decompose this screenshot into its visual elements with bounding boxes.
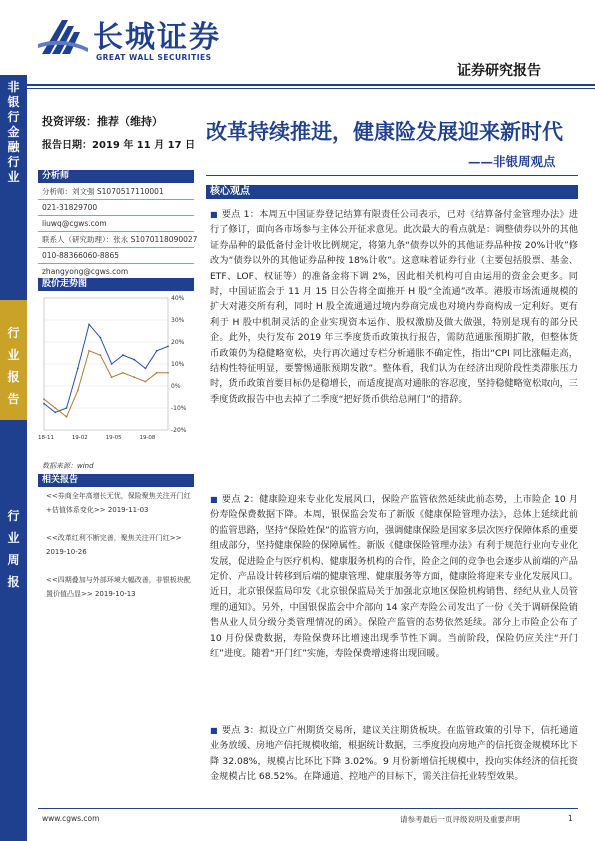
side-label-report-text: 行业报告	[7, 326, 20, 406]
data-point	[43, 398, 45, 400]
data-point	[88, 324, 90, 326]
divider	[38, 215, 194, 216]
data-point	[99, 354, 101, 356]
data-point	[167, 346, 169, 348]
report-subtitle: ——非银周观点	[468, 154, 556, 169]
y-tick-label: 10%	[171, 361, 185, 368]
chart-source: 数据来源：wind	[42, 462, 94, 470]
analyst-line: 010-88366060-8865	[42, 251, 119, 260]
header-rule-thin	[27, 88, 595, 89]
square-bullet-icon: ■	[210, 210, 218, 219]
data-point	[133, 376, 135, 378]
side-label-weekly	[0, 505, 27, 593]
core-point-2	[210, 492, 578, 661]
data-point	[54, 412, 56, 414]
chart-head: 股价走势图	[38, 278, 194, 291]
core-point-1-text: 要点 1：本周五中国证券登记结算有限责任公司表示，已对《结算备付金管理办法》进行了修订，面向各市场参与主体公开征求意见。此次最大的看点就是：调整债券以外的其他证券品种的最低备付金计收比例规定，将第九条“债券以外的其他证券品种按 20%计收”修改为“债券以外的其他证券品种按 18%计收”。这意味着证券行业（主要包括股票、基金、ETF、LOF、权证等）的准备金将下调 2%，因此相关机构可自由运用的资金会更多。同时，中国证监会于 11 月 15 日公告将全面推开 H 股“全流通”改革。港股市场流通规模的扩大对港交所有利，同时 H 股全流通通过境内券商完成也对境内券商构成一定利好。更有利于 H 股中机制灵活的企业实现资本运作、股权激励及做大做强，特别是现有的部分民企。此外，央行发布 2019 年三季度货币政策执行报告，需防范通胀预期扩散，但整体货币政策仍为稳健略宽松，央行再次通过专栏分析通胀不确定性，指出“CPI 同比涨幅走高，结构性特征明显，要警惕通胀预期发散”。整体看，我们认为在经济出现阶段性类滞胀压力时，货币政策首要目标仍是稳增长，而适度提高对通胀的容忍度，坚持稳健略宽松取向，三季度货政报告中也去掉了二季度“把好货币供给总闸门”的措辞。	[210, 209, 579, 405]
square-bullet-icon: ■	[210, 726, 218, 735]
core-point-2-text: 要点 2：健康险迎来专业化发展风口，保险产监管依然延续此前态势，上市险企 10 月份寿险保费数据下降。本周，银保监会发布了新版《健康保险管理办法》，总体上延续此前的监管思路，坚持“保险姓保”的监管方向，强调健康保险是国家多层次医疗保障体系的重要组成部分，坚持健康保险的保障属性。新版《健康保险管理办法》有利于规范行业向专业化发展，促进险企与医疗机构、健康服务机构的合作，险企之间的竞争也会逐步从前端的产品定价、产品设计转移到后端的健康管理、健康服务等方面，健康险将迎来专业化发展风口。近日，北京银保监局印发《北京银保监局关于加强北京地区保险机构销售、经纪从业人员管理的通知》。另外，中国银保监会中介部向 14 家产寿险公司发出了一份《关于调研保险销售从业人员分级分类管理情况的函》。保险产监管的态势依然延续。部分上市险企公布了 10 月份保费数据，寿险保费环比增速出现季节性下调。当前阶段，保险仍应关注“开门红”进度。随着“开门红”实施，寿险保费增速将出现回暖。	[210, 494, 578, 660]
report-title: 改革持续推进，健康险发展迎来新时代	[206, 120, 563, 144]
footer-disclaimer: 请参考最后一页评级说明及重要声明	[400, 815, 520, 824]
investment-rating: 投资评级：推荐（维持）	[42, 115, 163, 128]
analyst-line: 联系人（研究助理）：张永 S1070118090027	[42, 235, 198, 244]
side-label-report	[0, 322, 27, 410]
data-point	[43, 403, 45, 405]
data-point	[111, 363, 113, 365]
y-tick-label: -20%	[171, 427, 187, 434]
x-tick-label: 19-02	[71, 435, 88, 441]
y-tick-label: 20%	[171, 339, 185, 346]
data-point	[156, 372, 158, 374]
core-head: 核心观点	[206, 185, 578, 199]
divider	[38, 199, 194, 200]
side-label-weekly-text: 行业周报	[7, 509, 20, 589]
data-point	[54, 407, 56, 409]
data-point	[167, 372, 169, 374]
y-tick-label: 30%	[171, 317, 185, 324]
doc-type: 证券研究报告	[457, 63, 541, 79]
related-report-link[interactable]: <<券商全年高增长无忧，保险聚焦关注开门红+估值体系变化>> 2019-11-03	[46, 492, 191, 514]
core-point-3-text: 要点 3：拟设立广州期货交易所，建议关注期货板块。在监管政策的引导下，信托通道业务放缓、房地产信托规模收缩，根据统计数据，三季度投向房地产的信托资金规模环比下降 32.08%，规模占比环比下降 3.02%。9 月份新增信托规模中，投向实体经济的信托资金规模占比 68.52%。在降通道、控地产的目标下，需关注信托业转型效果。	[210, 725, 579, 783]
analyst-email[interactable]: zhangyong@cgws.com	[42, 267, 129, 276]
logo-icon	[38, 14, 88, 60]
x-tick-label: 19-05	[105, 435, 122, 441]
y-tick-label: 0%	[171, 383, 181, 390]
footer-url[interactable]: www.cgws.com	[42, 814, 100, 823]
data-point	[122, 354, 124, 356]
analyst-head: 分析师	[38, 170, 194, 183]
square-bullet-icon: ■	[210, 495, 218, 504]
side-label-industry	[0, 80, 27, 185]
series-line	[44, 351, 168, 417]
price-chart	[38, 290, 198, 450]
series-line	[44, 324, 168, 412]
y-tick-label: -10%	[171, 405, 187, 412]
data-point	[156, 350, 158, 352]
data-point	[145, 368, 147, 370]
data-point	[133, 359, 135, 361]
logo-en: GREAT WALL SECURITIES	[96, 53, 212, 62]
title-rule	[206, 175, 578, 176]
logo-cn: 长城证券	[93, 20, 221, 55]
related-report-link[interactable]: <<四期叠加与外部环境大幅改善，非银板块配置价值凸显>> 2019-10-13	[46, 576, 191, 598]
data-point	[111, 376, 113, 378]
side-label-industry-text: 非银行金融行业	[7, 80, 20, 184]
divider	[38, 231, 194, 232]
divider	[38, 263, 194, 264]
core-point-3	[210, 723, 578, 785]
core-point-1	[210, 207, 578, 407]
data-point	[88, 350, 90, 352]
data-point	[122, 372, 124, 374]
footer-rule	[38, 808, 578, 809]
data-point	[66, 407, 68, 409]
data-point	[66, 416, 68, 418]
data-point	[77, 390, 79, 392]
page-number: 1	[568, 814, 573, 823]
analyst-email[interactable]: liuwq@cgws.com	[42, 219, 107, 228]
related-report-link[interactable]: <<改革红利不断完善，聚焦关注开门红>> 2019-10-26	[46, 534, 182, 556]
header-rule	[27, 84, 595, 86]
data-point	[145, 381, 147, 383]
y-tick-label: 40%	[171, 295, 185, 302]
data-point	[77, 368, 79, 370]
divider	[38, 247, 194, 248]
side-strip	[0, 75, 27, 841]
analyst-line: 分析师：刘文强 S1070517110001	[42, 187, 164, 196]
report-date: 报告日期：2019 年 11 月 17 日	[42, 140, 196, 151]
x-tick-label: 18-11	[38, 435, 54, 441]
analyst-line: 021-31829700	[42, 203, 98, 212]
x-tick-label: 19-08	[139, 435, 156, 441]
related-head: 相关报告	[38, 474, 194, 487]
data-point	[99, 337, 101, 339]
